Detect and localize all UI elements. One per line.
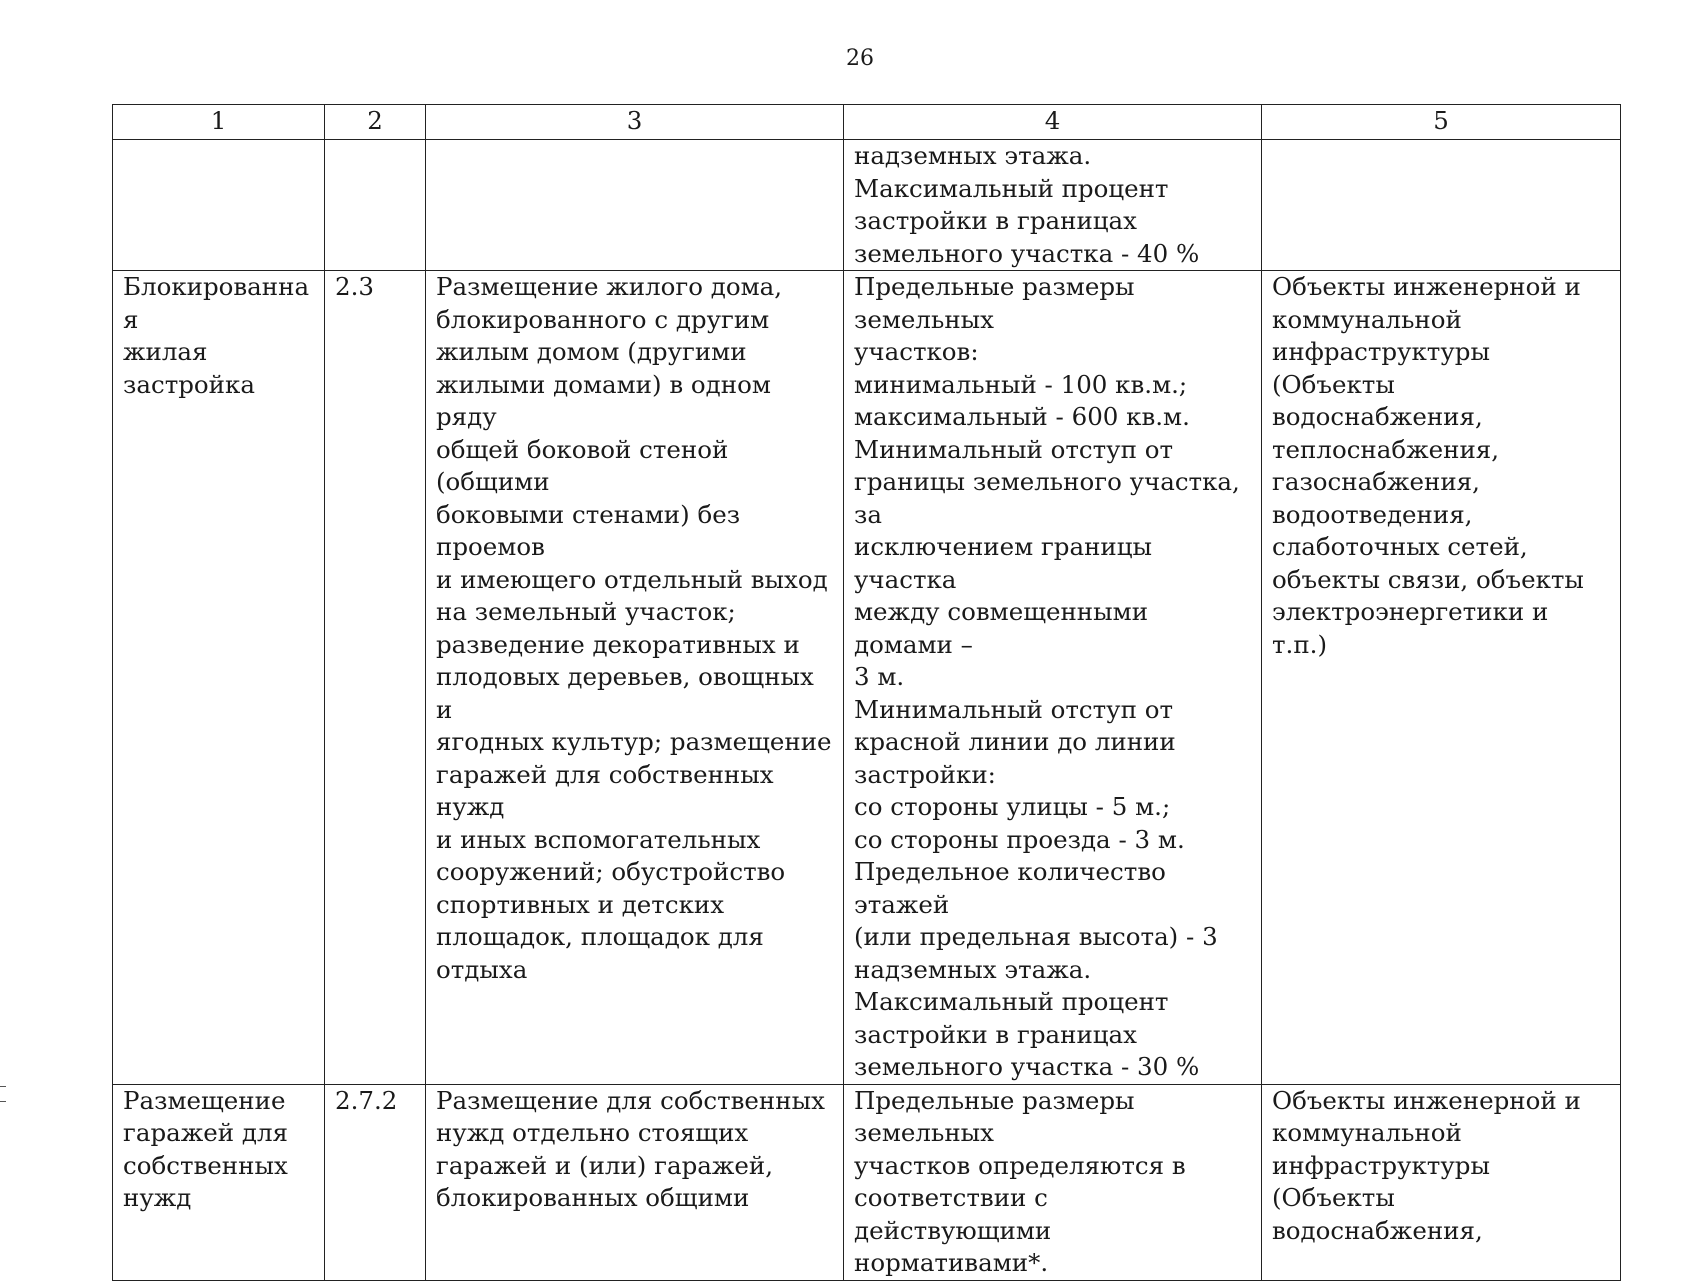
table-header-row [113, 105, 1621, 140]
use-code-cell: 2.7.2 [325, 1084, 426, 1280]
use-code-cell: 2.3 [325, 271, 426, 1085]
infrastructure-cell: Объекты инженерной и коммунальной инфраструктуры (Объекты водоснабжения, [1262, 1084, 1621, 1280]
parameters-cell: надземных этажа. Максимальный процент застройки в границах земельного участка - 40 % [844, 140, 1262, 271]
scan-edge-mark [0, 1086, 6, 1102]
use-code-cell [325, 140, 426, 271]
use-name-cell [113, 140, 325, 271]
use-description-cell [426, 140, 844, 271]
land-use-table [112, 104, 1621, 1281]
parameters-cell: Предельные размеры земельных участков определяются в соответствии с действующими нормативами*. [844, 1084, 1262, 1280]
column-header: 1 [113, 105, 325, 140]
infrastructure-cell [1262, 140, 1621, 271]
use-description-cell: Размещение жилого дома, блокированного с другим жилым домом (другими жилыми домами) в одном ряду общей боковой стеной (общими боковыми стенами) без проемов и имеющего отдельный выход на земельный участок; разведение декоративных и плодовых деревьев, овощных и ягодных культур; размещение гаражей для собственных нужд и иных вспомогательных сооружений; обустройство спортивных и детских площадок, площадок для отдыха [426, 271, 844, 1085]
infrastructure-cell: Объекты инженерной и коммунальной инфраструктуры (Объекты водоснабжения, теплоснабжения, газоснабжения, водоотведения, слаботочных сетей, объекты связи, объекты электроэнергетики и т.п.) [1262, 271, 1621, 1085]
column-header: 2 [325, 105, 426, 140]
column-header: 4 [844, 105, 1262, 140]
table-row [113, 140, 1621, 271]
parameters-cell: Предельные размеры земельных участков: минимальный - 100 кв.м.; максимальный - 600 кв.м. Минимальный отступ от границы земельного участка, за исключением границы участка между совмещенными домами – 3 м. Минимальный отступ от красной линии до линии застройки: со стороны улицы - 5 м.; со стороны проезда - 3 м. Предельное количество этажей (или предельная высота) - 3 надземных этажа. Максимальный процент застройки в границах земельного участка - 30 % [844, 271, 1262, 1085]
use-name-cell: Блокированная жилая застройка [113, 271, 325, 1085]
table-row [113, 1084, 1621, 1280]
column-header: 3 [426, 105, 844, 140]
use-name-cell: Размещение гаражей для собственных нужд [113, 1084, 325, 1280]
page-number: 26 [846, 46, 874, 71]
use-description-cell: Размещение для собственных нужд отдельно стоящих гаражей и (или) гаражей, блокированных общими [426, 1084, 844, 1280]
column-header: 5 [1262, 105, 1621, 140]
table-row [113, 271, 1621, 1085]
